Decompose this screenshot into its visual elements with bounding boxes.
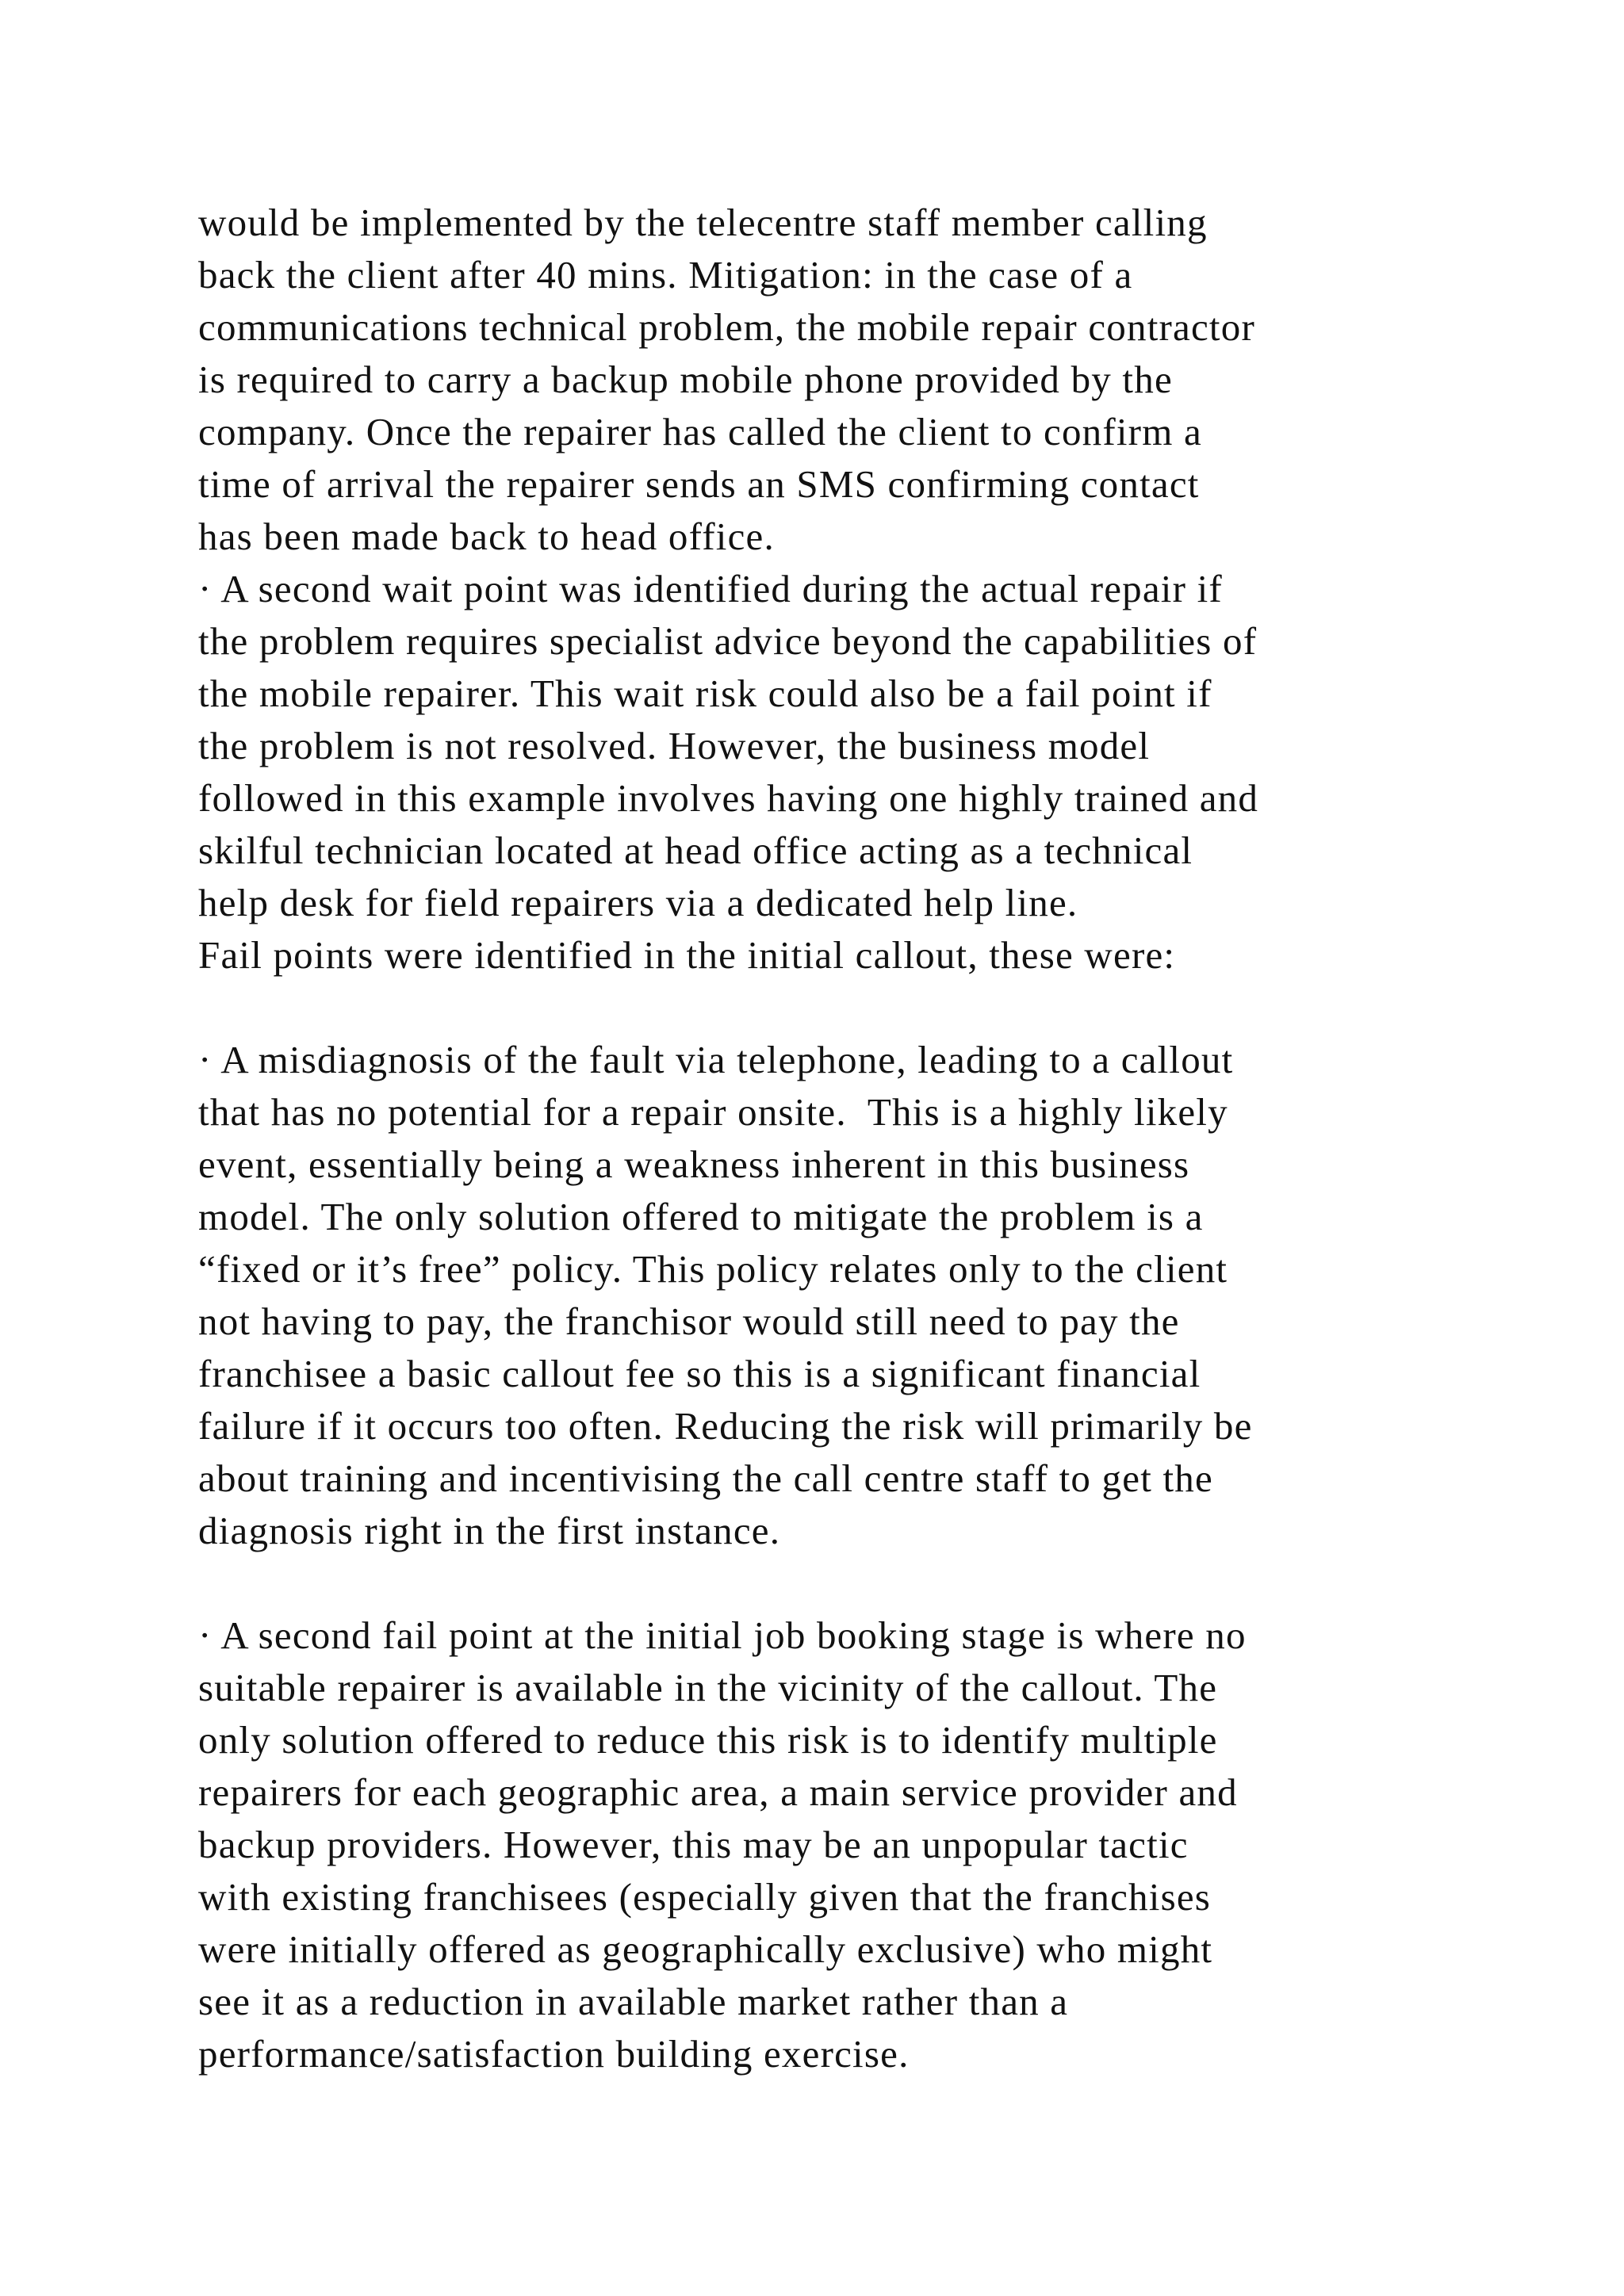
text-line: only solution offered to reduce this risk is to identify multiple <box>198 1718 1218 1762</box>
text-line: “fixed or it’s free” policy. This policy relates only to the client <box>198 1247 1228 1291</box>
text-line: repairers for each geographic area, a main service provider and <box>198 1770 1238 1814</box>
text-line <box>198 1557 1467 1609</box>
text-line: · A second wait point was identified during the actual repair if <box>198 567 1223 610</box>
text-line: performance/satisfaction building exercise. <box>198 2032 910 2076</box>
text-line: is required to carry a backup mobile phone provided by the <box>198 358 1173 401</box>
text-line: help desk for field repairers via a dedicated help line. <box>198 881 1078 924</box>
text-line: Fail points were identified in the initial callout, these were: <box>198 933 1176 977</box>
text-line: failure if it occurs too often. Reducing the risk will primarily be <box>198 1404 1253 1448</box>
text-line: communications technical problem, the mobile repair contractor <box>198 305 1255 349</box>
text-line: skilful technician located at head office acting as a technical <box>198 828 1193 872</box>
text-line: company. Once the repairer has called the client to confirm a <box>198 410 1202 453</box>
text-line: has been made back to head office. <box>198 515 775 558</box>
text-line: · A misdiagnosis of the fault via telephone, leading to a callout <box>198 1038 1234 1081</box>
text-line: the problem requires specialist advice beyond the capabilities of <box>198 619 1258 663</box>
text-line: that has no potential for a repair onsite. This is a highly likely <box>198 1090 1228 1134</box>
text-line: followed in this example involves having one highly trained and <box>198 776 1259 820</box>
text-line: model. The only solution offered to mitigate the problem is a <box>198 1195 1204 1238</box>
document-body <box>198 197 1467 2080</box>
text-line: would be implemented by the telecentre staff member calling <box>198 201 1208 244</box>
text-line: back the client after 40 mins. Mitigation: in the case of a <box>198 253 1133 297</box>
text-line: · A second fail point at the initial job booking stage is where no <box>198 1613 1247 1657</box>
text-line: were initially offered as geographically exclusive) who might <box>198 1927 1213 1971</box>
text-line: about training and incentivising the call centre staff to get the <box>198 1456 1213 1500</box>
text-line: the mobile repairer. This wait risk could also be a fail point if <box>198 672 1212 715</box>
text-line: diagnosis right in the first instance. <box>198 1509 781 1552</box>
text-line: suitable repairer is available in the vicinity of the callout. The <box>198 1666 1218 1709</box>
text-line: franchisee a basic callout fee so this is a significant financial <box>198 1352 1201 1395</box>
text-line: with existing franchisees (especially given that the franchises <box>198 1875 1212 1919</box>
text-line: the problem is not resolved. However, the business model <box>198 724 1151 767</box>
text-line: backup providers. However, this may be an unpopular tactic <box>198 1823 1189 1866</box>
text-line <box>198 982 1467 1034</box>
text-line: see it as a reduction in available market rather than a <box>198 1980 1069 2023</box>
text-line: not having to pay, the franchisor would still need to pay the <box>198 1299 1180 1343</box>
text-line: time of arrival the repairer sends an SMS confirming contact <box>198 462 1200 506</box>
text-line: event, essentially being a weakness inherent in this business <box>198 1142 1190 1186</box>
